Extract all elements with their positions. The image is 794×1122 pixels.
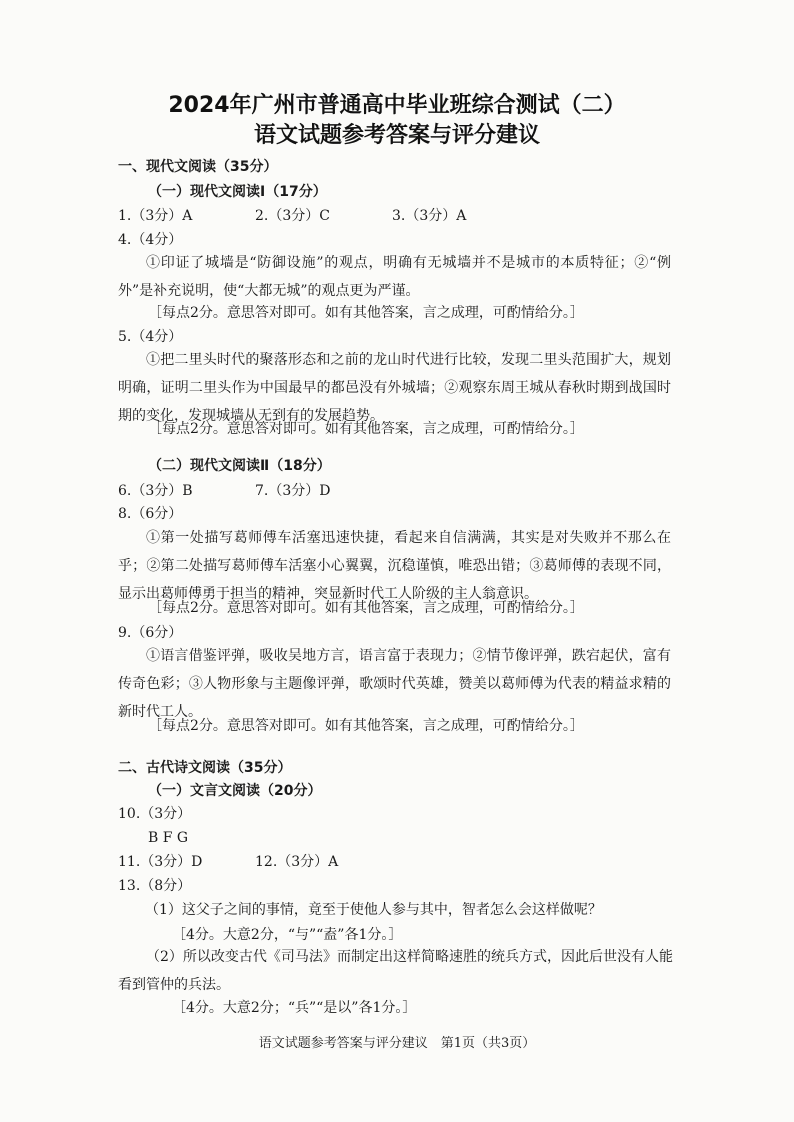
answer-q13-2: （2）所以改变古代《司马法》而制定出这样简略速胜的统兵方式，因此后世没有人能看到管仲的兵法。 bbox=[118, 949, 673, 993]
answer-q2: 2.（3分）C bbox=[255, 208, 330, 224]
answer-q6: 6.（3分）B bbox=[118, 483, 193, 499]
scoring-note-q9: ［每点2分。意思答对即可。如有其他答案，言之成理，可酌情给分。］ bbox=[148, 718, 584, 734]
scoring-note-q4: ［每点2分。意思答对即可。如有其他答案，言之成理，可酌情给分。］ bbox=[148, 305, 584, 321]
answer-q9: ①语言借鉴评弹，吸收吴地方言，语言富于表现力；②情节像评弹，跌宕起伏，富有传奇色彩；③人物形象与主题像评弹，歌颂时代英雄，赞美以葛师傅为代表的精益求精的新时代工人。 bbox=[118, 648, 671, 720]
page-footer: 语文试题参考答案与评分建议 第1页（共3页） bbox=[258, 1036, 536, 1051]
subsection-heading-modern-1: （一）现代文阅读Ⅰ（17分） bbox=[148, 184, 327, 200]
answer-q12: 12.（3分）A bbox=[255, 854, 339, 870]
answer-q10: B F G bbox=[148, 830, 189, 846]
subsection-heading-modern-2: （二）现代文阅读Ⅱ（18分） bbox=[148, 458, 331, 474]
answer-q4: ①印证了城墙是“防御设施”的观点，明确有无城墙并不是城市的本质特征；②“例外”是补充说明，使“大都无城”的观点更为严谨。 bbox=[118, 255, 671, 299]
section-heading-modern-reading: 一、现代文阅读（35分） bbox=[118, 159, 278, 175]
question-label-q10: 10.（3分） bbox=[118, 806, 192, 822]
answer-q11: 11.（3分）D bbox=[118, 854, 203, 870]
question-label-q5: 5.（4分） bbox=[118, 329, 183, 345]
scoring-note-q13-1: ［4分。大意2分，“与”“盍”各1分。］ bbox=[172, 927, 403, 943]
question-label-q9: 9.（6分） bbox=[118, 625, 183, 641]
page-subtitle: 语文试题参考答案与评分建议 bbox=[253, 123, 540, 148]
answer-q3: 3.（3分）A bbox=[392, 208, 467, 224]
scoring-note-q5: ［每点2分。意思答对即可。如有其他答案，言之成理，可酌情给分。］ bbox=[148, 421, 584, 437]
answer-q13-1: （1）这父子之间的事情，竟至于使他人参与其中，智者怎么会这样做呢？ bbox=[145, 902, 602, 918]
page-title: 2024年广州市普通高中毕业班综合测试（二） bbox=[168, 93, 626, 118]
question-label-q13: 13.（8分） bbox=[118, 878, 192, 894]
question-label-q8: 8.（6分） bbox=[118, 506, 183, 522]
answer-q8: ①第一处描写葛师傅车活塞迅速快捷，看起来自信满满，其实是对失败并不那么在乎；②第二处描写葛师傅车活塞小心翼翼，沉稳谨慎，唯恐出错；③葛师傅的表现不同，显示出葛师傅勇于担当的精神，突显新时代工人阶级的主人翁意识。 bbox=[118, 530, 671, 602]
answer-q5: ①把二里头时代的聚落形态和之前的龙山时代进行比较，发现二里头范围扩大，规划明确，证明二里头作为中国最早的都邑没有外城墙；②观察东周王城从春秋时期到战国时期的变化，发现城墙从无到有的发展趋势。 bbox=[118, 352, 671, 424]
answer-q7: 7.（3分）D bbox=[255, 483, 331, 499]
subsection-heading-classical-1: （一）文言文阅读（20分） bbox=[148, 783, 322, 799]
section-heading-classical-reading: 二、古代诗文阅读（35分） bbox=[118, 760, 292, 776]
scoring-note-q13-2: ［4分。大意2分；“兵”“是以”各1分。］ bbox=[172, 1000, 417, 1016]
scoring-note-q8: ［每点2分。意思答对即可。如有其他答案，言之成理，可酌情给分。］ bbox=[148, 600, 584, 616]
answer-q1: 1.（3分）A bbox=[118, 208, 193, 224]
question-label-q4: 4.（4分） bbox=[118, 232, 183, 248]
